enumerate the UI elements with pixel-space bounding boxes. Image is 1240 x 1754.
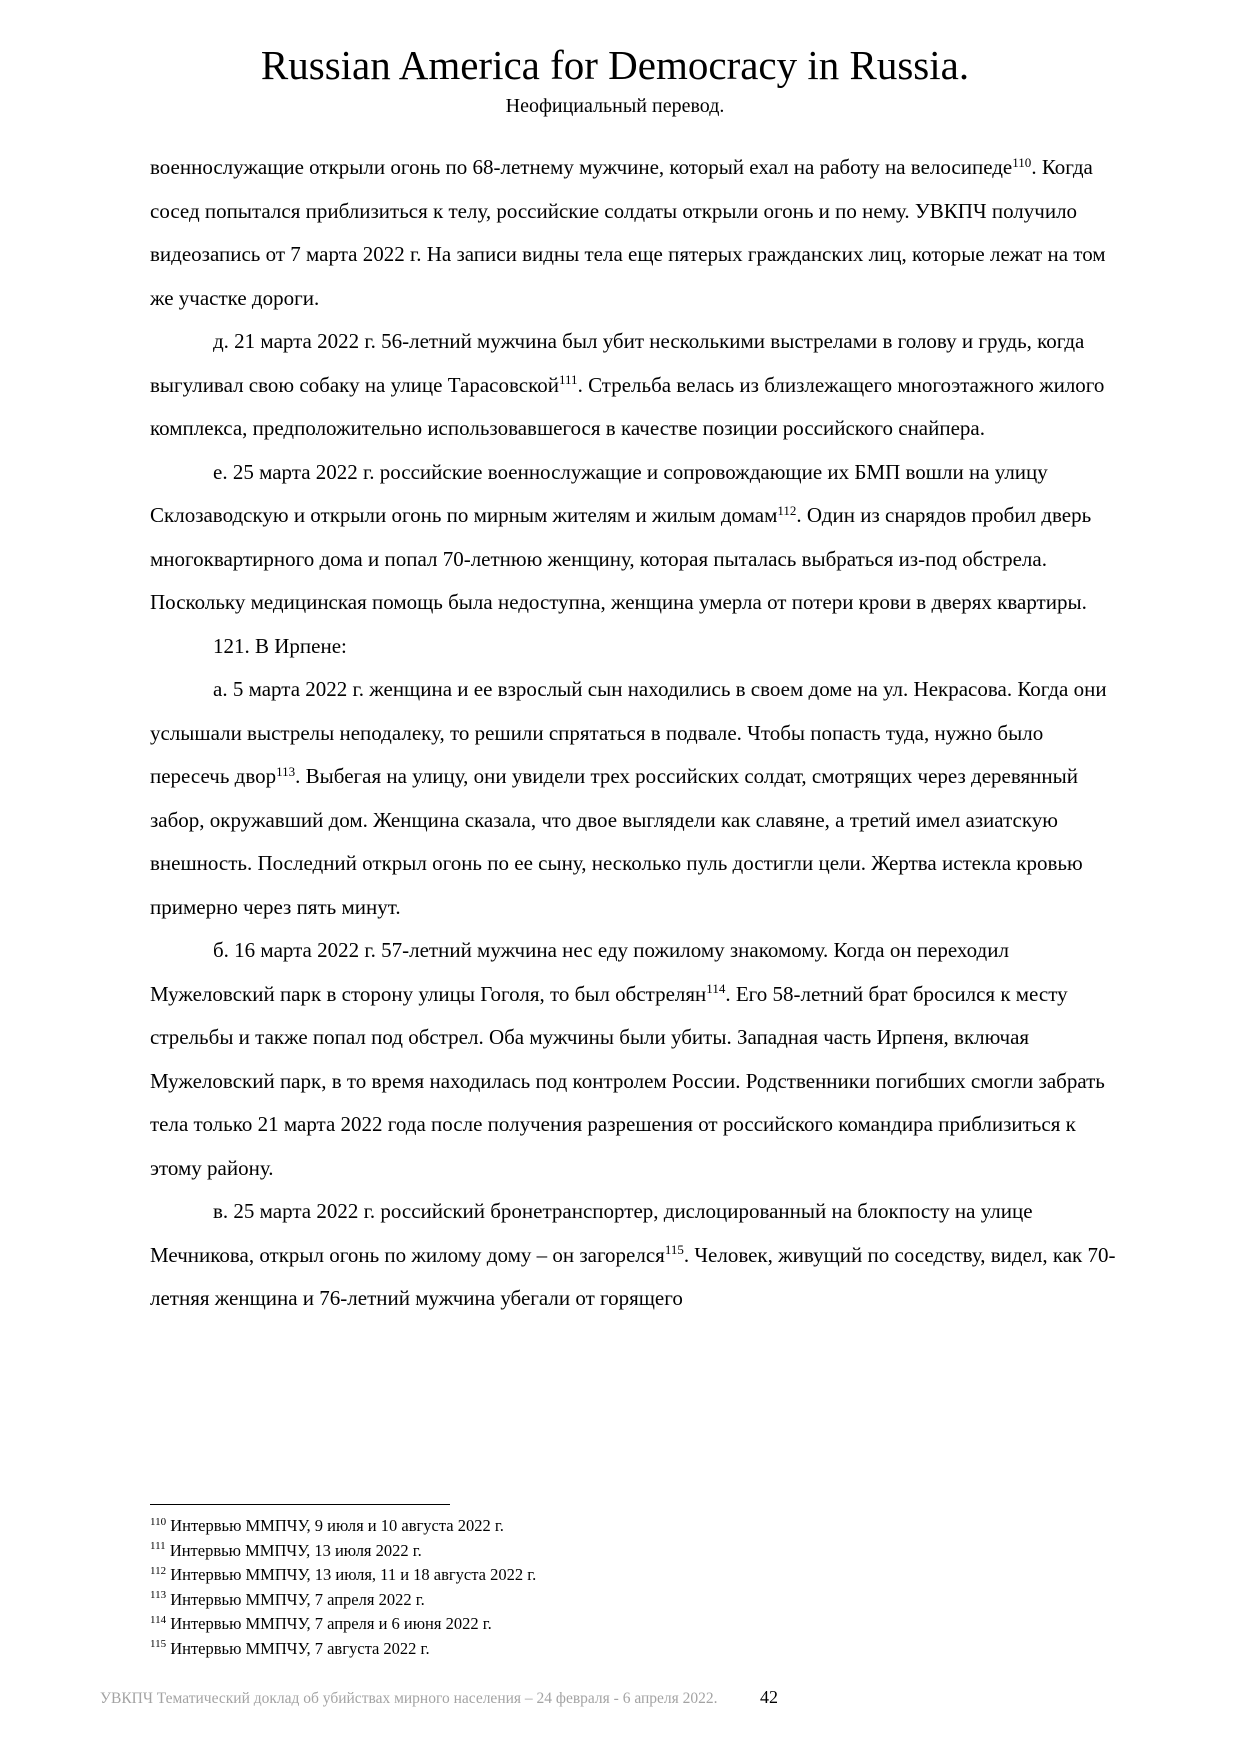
footnote: [150, 1563, 1118, 1588]
footnote: [150, 1612, 1118, 1637]
paragraph-text: . Стрельба велась из близлежащего многоэтажного жилого комплекса, предположительно использовавшегося в качестве позиции российского снайпера.: [150, 372, 1105, 440]
paragraph-text: б. 16 марта 2022 г. 57-летний мужчина нес еду пожилому знакомому. Когда он переходил Мужеловский парк в сторону улицы Гоголя, то был обстрелян: [150, 938, 1009, 1006]
page-number: 42: [760, 1687, 778, 1707]
footnote-text: Интервью ММПЧУ, 7 апреля 2022 г.: [166, 1589, 425, 1609]
footer-report-title: УВКПЧ Тематический доклад об убийствах мирного населения – 24 февраля - 6 апреля 2022.: [100, 1690, 718, 1707]
footnote-separator: [150, 1504, 450, 1505]
document-body: [150, 146, 1118, 1496]
paragraph: [150, 625, 1118, 669]
footnote-text: Интервью ММПЧУ, 13 июля 2022 г.: [165, 1540, 422, 1560]
paragraph: [150, 451, 1118, 625]
paragraph: [150, 146, 1118, 320]
paragraph-text: . Его 58-летний брат бросился к месту стрельбы и также попал под обстрел. Оба мужчины были убиты. Западная часть Ирпеня, включая Мужеловский парк, в то время находилась под контролем России. Родственники погибших смогли забрать тела только 21 марта 2022 года после получения разрешения от российского командира приблизиться к этому району.: [150, 981, 1105, 1180]
footnote-number: 110: [150, 1515, 167, 1528]
footnote-text: Интервью ММПЧУ, 7 августа 2022 г.: [166, 1638, 430, 1658]
footnote-ref: 110: [1012, 154, 1032, 170]
footnote-ref: 114: [706, 981, 726, 997]
paragraph: [150, 320, 1118, 451]
footnote: [150, 1539, 1118, 1564]
footnote: [150, 1514, 1118, 1539]
footnote-ref: 115: [664, 1242, 684, 1258]
footnote-ref: 113: [276, 763, 296, 779]
paragraph-text: . Выбегая на улицу, они увидели трех российских солдат, смотрящих через деревянный забор, окружавший дом. Женщина сказала, что двое выглядели как славяне, а третий имел азиатскую внешность. Последний открыл огонь по ее сыну, несколько пуль достигли цели. Жертва истекла кровью примерно через пять минут.: [150, 764, 1083, 919]
paragraph-text: . Когда сосед попытался приблизиться к телу, российские солдаты открыли огонь и по нему. УВКПЧ получило видеозапись от 7 марта 2022 г. На записи видны тела еще пятерых гражданских лиц, которые лежат на том же участке дороги.: [150, 155, 1106, 310]
footnote-ref: 112: [777, 502, 797, 518]
page-title: Russian America for Democracy in Russia.: [260, 42, 970, 88]
paragraph-text: военнослужащие открыли огонь по 68-летнему мужчине, который ехал на работу на велосипеде: [150, 155, 1013, 179]
footnote-text: Интервью ММПЧУ, 9 июля и 10 августа 2022 г.: [166, 1516, 504, 1535]
footnotes-section: [150, 1504, 1118, 1661]
footnote-number: 114: [150, 1613, 167, 1626]
footnote-number: 112: [150, 1564, 167, 1577]
paragraph-text: в. 25 марта 2022 г. российский бронетранспортер, дислоцированный на блокпосту на улице Мечникова, открыл огонь по жилому дому – он загорелся: [150, 1199, 1033, 1267]
footnote: [150, 1637, 1118, 1662]
paragraph-text: д. 21 марта 2022 г. 56-летний мужчина был убит несколькими выстрелами в голову и грудь, когда выгуливал свою собаку на улице Тарасовской: [150, 329, 1085, 397]
footnote-text: Интервью ММПЧУ, 7 апреля и 6 июня 2022 г.: [166, 1614, 492, 1633]
footnote-ref: 111: [559, 372, 578, 388]
footnote-number: 113: [150, 1589, 167, 1602]
footnote-number: 115: [150, 1638, 167, 1651]
paragraph-text: 121. В Ирпене:: [213, 633, 347, 658]
paragraph: [150, 1190, 1118, 1321]
paragraph: [150, 929, 1118, 1190]
paragraph-text: . Человек, живущий по соседству, видел, как 70-летняя женщина и 76-летний мужчина убегали от горящего: [150, 1242, 1116, 1310]
paragraph-text: . Один из снарядов пробил дверь многоквартирного дома и попал 70-летнюю женщину, которая пыталась выбраться из-под обстрела. Поскольку медицинская помощь была недоступна, женщина умерла от потери крови в дверях квартиры.: [150, 503, 1092, 614]
document-header: [110, 42, 1120, 118]
footnote-text: Интервью ММПЧУ, 13 июля, 11 и 18 августа 2022 г.: [166, 1565, 537, 1584]
paragraph-text: а. 5 марта 2022 г. женщина и ее взрослый сын находились в своем доме на ул. Некрасова. Когда они услышали выстрелы неподалеку, то решили спрятаться в подвале. Чтобы попасть туда, нужно было пересечь двор: [150, 677, 1107, 788]
paragraph: [150, 668, 1118, 929]
footnote-number: 111: [150, 1540, 166, 1553]
footnote: [150, 1588, 1118, 1613]
paragraph-text: е. 25 марта 2022 г. российские военнослужащие и сопровождающие их БМП вошли на улицу Склозаводскую и открыли огонь по мирным жителям и жилым домам: [150, 459, 1048, 527]
footnotes-list: [150, 1514, 1118, 1661]
page-subtitle: Неофициальный перевод.: [505, 95, 725, 118]
